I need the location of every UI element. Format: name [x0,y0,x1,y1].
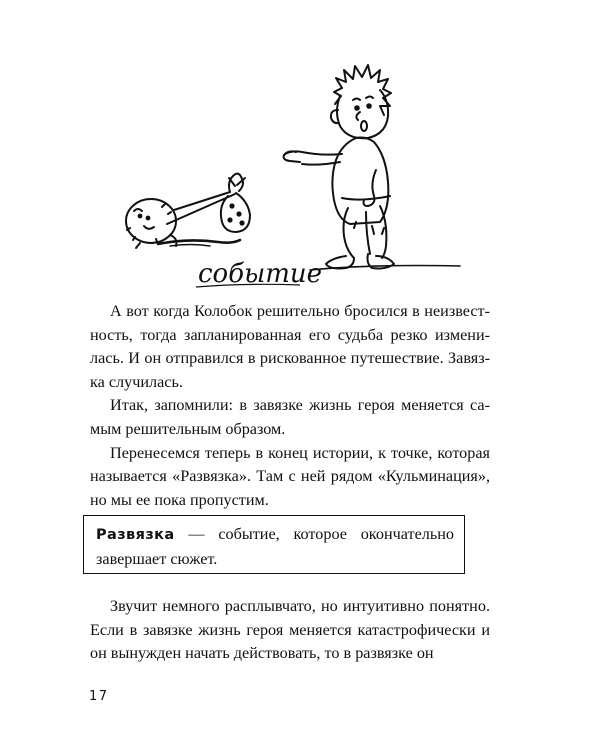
page-number: 17 [89,689,109,704]
paragraph: Итак, запомнили: в завязке жизнь героя меняется самым решительным образом. [90,396,490,438]
illustration-caption: событие [198,259,323,289]
definition-box [83,515,465,574]
body-text [90,300,490,512]
illustration [110,30,490,295]
paragraph: Перенесемся теперь в конец истории, к точке, которая называется «Развязка». Там с ней рядом «Кульминация», но мы ее пока пропустим. [90,443,490,509]
paragraph: Звучит немного расплывчато, но интуитивно понятно. Если в завязке жизнь героя меняется катастрофически и он вынужден начать действовать, то в развязке он [90,597,490,663]
boy-drawing [284,65,460,270]
definition-term: Развязка [96,527,175,543]
paragraph: А вот когда Колобок решительно бросился в неизвестность, тогда запланированная его судьба резко изменилась. И он отправился в рискованное путешествие. Завязка случилась. [90,302,490,391]
kolobok-drawing [126,174,250,248]
body-text-continued [90,595,490,666]
definition-text: — событие, которое окончательно завершает сюжет. [96,525,454,568]
